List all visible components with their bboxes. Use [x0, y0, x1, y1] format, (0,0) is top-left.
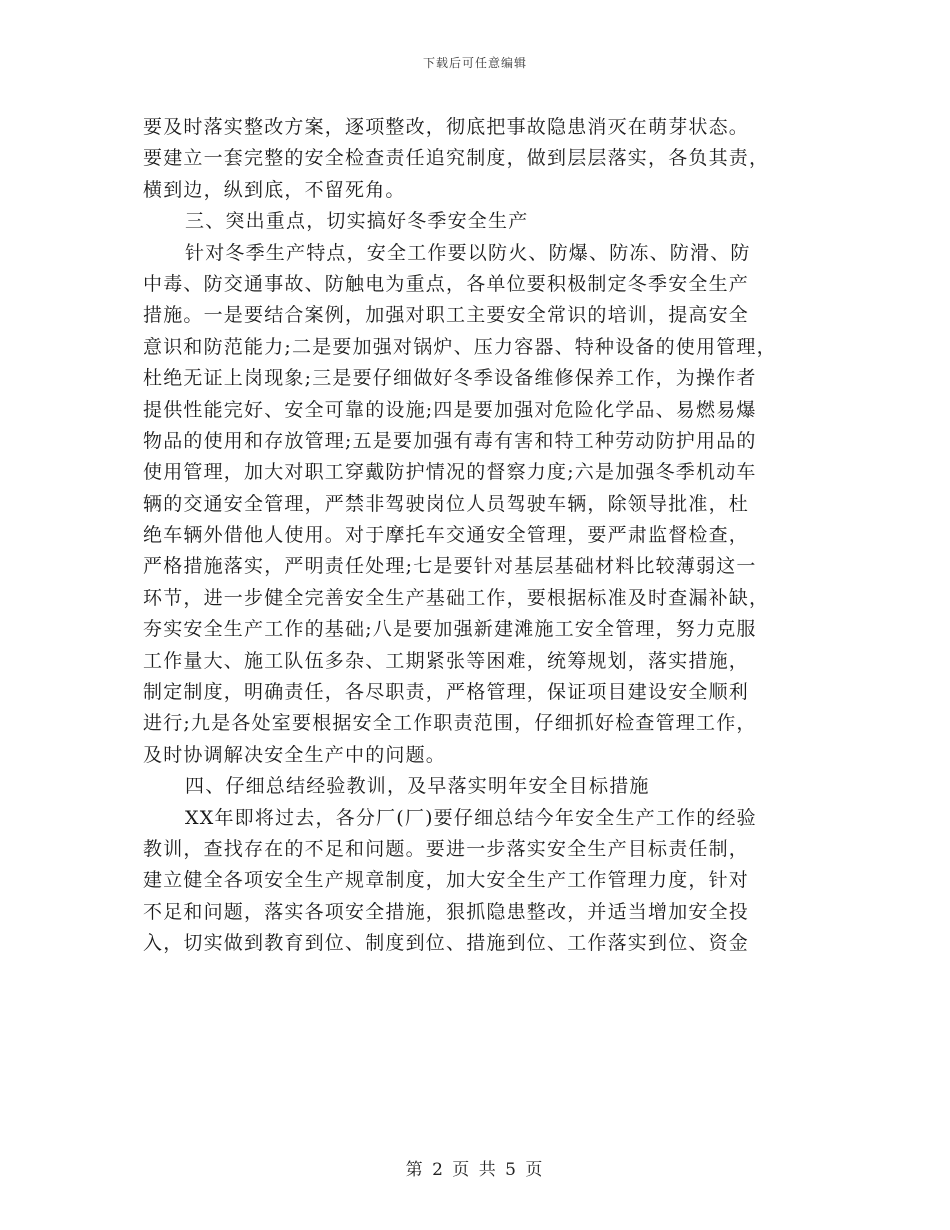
paragraph-line: 要及时落实整改方案，逐项整改，彻底把事故隐患消灭在萌芽状态。 — [143, 116, 750, 138]
paragraph-line: 环节，进一步健全完善安全生产基础工作，要根据标准及时查漏补缺， — [143, 586, 770, 609]
paragraph-line-indented: 三、突出重点，切实搞好冬季安全生产 — [185, 210, 529, 233]
paragraph-line-indented: 针对冬季生产特点，安全工作要以防火、防爆、防冻、防滑、防 — [185, 241, 751, 264]
paragraph-line: 提供性能完好、安全可靠的设施;四是要加强对危险化学品、易燃易爆 — [143, 398, 757, 421]
paragraph-line: 进行;九是各处室要根据安全工作职责范围，仔细抓好检查管理工作， — [143, 712, 757, 735]
paragraph-line: 建立健全各项安全生产规章制度，加大安全生产工作管理力度，针对 — [143, 869, 750, 892]
document-body — [143, 112, 823, 960]
paragraph-line: 中毒、防交通事故、防触电为重点，各单位要积极制定冬季安全生产 — [143, 272, 750, 295]
paragraph-line: 横到边，纵到底，不留死角。 — [143, 178, 406, 201]
paragraph-line: 教训，查找存在的不足和问题。要进一步落实安全生产目标责任制， — [143, 837, 750, 860]
paragraph-line: 制定制度，明确责任，各尽职责，严格管理，保证项目建设安全顺利 — [143, 681, 750, 704]
paragraph-line: 不足和问题，落实各项安全措施，狠抓隐患整改，并适当增加安全投 — [143, 900, 750, 923]
paragraph-line: 使用管理，加大对职工穿戴防护情况的督察力度;六是加强冬季机动车 — [143, 461, 757, 484]
paragraph-line: 物品的使用和存放管理;五是要加强有毒有害和特工种劳动防护用品的 — [143, 429, 757, 452]
page-number-footer: 第 2 页 共 5 页 — [405, 1160, 545, 1180]
paragraph-line: 杜绝无证上岗现象;三是要仔细做好冬季设备维修保养工作，为操作者 — [143, 367, 757, 390]
paragraph-line: 夯实安全生产工作的基础;八是要加强新建滩施工安全管理，努力克服 — [143, 618, 757, 641]
paragraph-line: 措施。一是要结合案例，加强对职工主要安全常识的培训，提高安全 — [143, 304, 750, 327]
paragraph-line: 要建立一套完整的安全检查责任追究制度，做到层层落实，各负其责， — [143, 147, 770, 170]
paragraph-line: 意识和防范能力;二是要加强对锅炉、压力容器、特种设备的使用管理， — [143, 335, 777, 358]
paragraph-line: 及时协调解决安全生产中的问题。 — [143, 743, 447, 766]
paragraph-line: 绝车辆外借他人使用。对于摩托车交通安全管理，要严肃监督检查， — [143, 524, 750, 547]
paragraph-line: 入，切实做到教育到位、制度到位、措施到位、工作落实到位、资金 — [143, 932, 750, 955]
page-header: 下载后可任意编辑 — [422, 56, 527, 70]
paragraph-line: 辆的交通安全管理，严禁非驾驶岗位人员驾驶车辆，除领导批准，杜 — [143, 492, 750, 515]
paragraph-line: 严格措施落实，严明责任处理;七是要针对基层基础材料比较薄弱这一 — [143, 555, 757, 578]
paragraph-line: 工作量大、施工队伍多杂、工期紧张等困难，统筹规划，落实措施， — [143, 649, 750, 672]
paragraph-line-indented: 四、仔细总结经验教训，及早落实明年安全目标措施 — [185, 775, 650, 798]
paragraph-line-indented: XX年即将过去，各分厂(厂)要仔细总结今年安全生产工作的经验 — [185, 806, 757, 829]
